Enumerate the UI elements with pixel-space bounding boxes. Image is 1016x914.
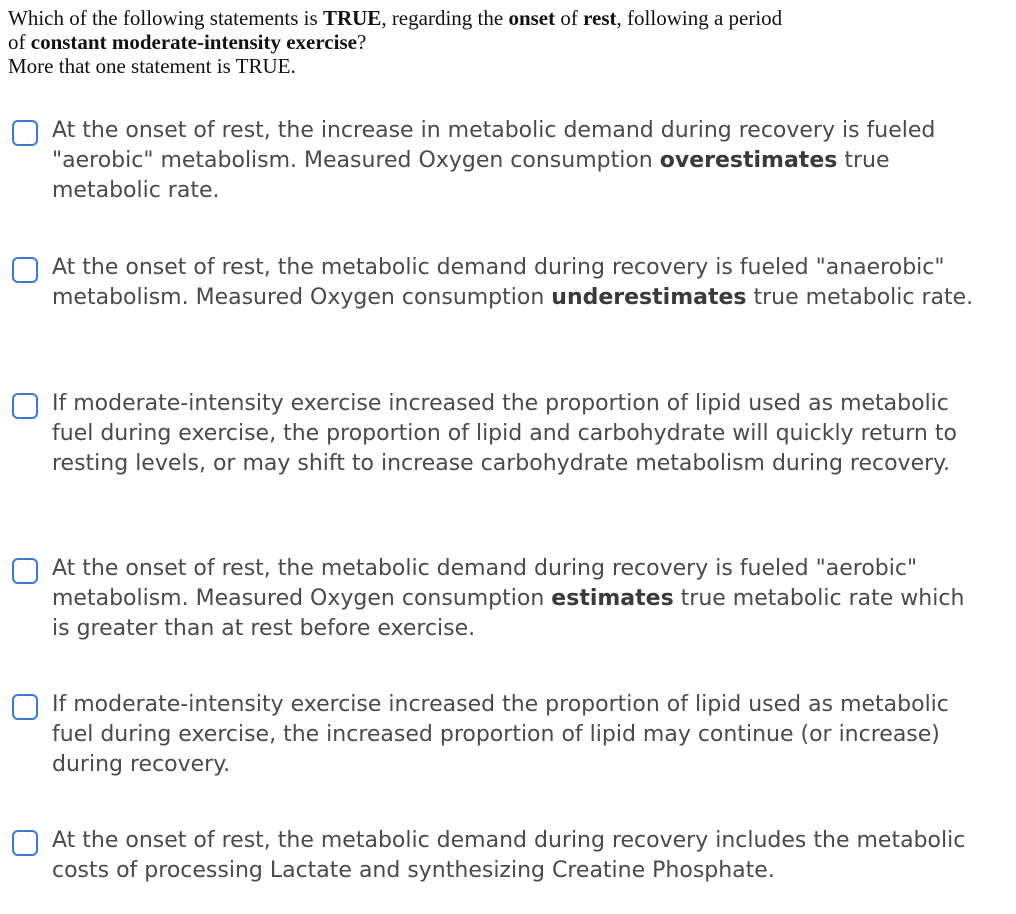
option-emphasis: overestimates — [659, 148, 838, 173]
question-emphasis: onset — [508, 6, 556, 30]
question-emphasis: TRUE — [322, 6, 382, 30]
option-label — [52, 690, 987, 780]
checkbox[interactable] — [12, 830, 38, 856]
option-text: At the onset of rest, the metabolic demand during recovery is fueled "anaerobic" metabolism. Measured Oxygen consumption — [52, 255, 945, 310]
option-text: true metabolic rate which is greater than at rest before exercise. — [52, 586, 965, 641]
question-stem — [8, 6, 1008, 78]
option-emphasis: estimates — [551, 586, 674, 611]
question-emphasis: constant moderate-intensity exercise — [30, 30, 357, 54]
checkbox[interactable] — [12, 257, 38, 283]
option-label — [52, 554, 987, 644]
option-label — [52, 389, 987, 479]
option-label — [52, 826, 987, 886]
question-emphasis: rest — [583, 6, 617, 30]
question-instruction: More that one statement is TRUE. — [8, 54, 296, 78]
question-text: ? — [356, 30, 367, 54]
question-text: of — [8, 30, 31, 54]
option-text: true metabolic rate. — [746, 285, 974, 310]
question-line-1 — [8, 6, 1008, 30]
question-text: , following a period — [616, 6, 783, 30]
question-text: of — [555, 6, 584, 30]
checkbox[interactable] — [12, 694, 38, 720]
option-text: At the onset of rest, the metabolic demand during recovery is fueled "aerobic" metabolism. Measured Oxygen consumption — [52, 556, 918, 611]
option-text: At the onset of rest, the increase in metabolic demand during recovery is fueled "aerobic" metabolism. Measured Oxygen consumption — [52, 118, 936, 173]
option-text: true metabolic rate. — [52, 148, 890, 203]
option-text: At the onset of rest, the metabolic demand during recovery includes the metabolic costs of processing Lactate and synthesizing Creatine Phosphate. — [52, 828, 966, 883]
option-text: If moderate-intensity exercise increased the proportion of lipid used as metabolic fuel during exercise, the proportion of lipid and carbohydrate will quickly return to resting levels, or may shift to increase carbohydrate metabolism during recovery. — [52, 391, 957, 476]
question-line-2 — [8, 30, 1008, 54]
option-emphasis: underestimates — [551, 285, 747, 310]
checkbox[interactable] — [12, 558, 38, 584]
option-label — [52, 116, 987, 206]
checkbox[interactable] — [12, 120, 38, 146]
option-label — [52, 253, 987, 313]
question-text: , regarding the — [381, 6, 509, 30]
checkbox[interactable] — [12, 393, 38, 419]
question-text: Which of the following statements is — [8, 6, 323, 30]
option-text: If moderate-intensity exercise increased the proportion of lipid used as metabolic fuel during exercise, the increased proportion of lipid may continue (or increase) during recovery. — [52, 692, 949, 777]
